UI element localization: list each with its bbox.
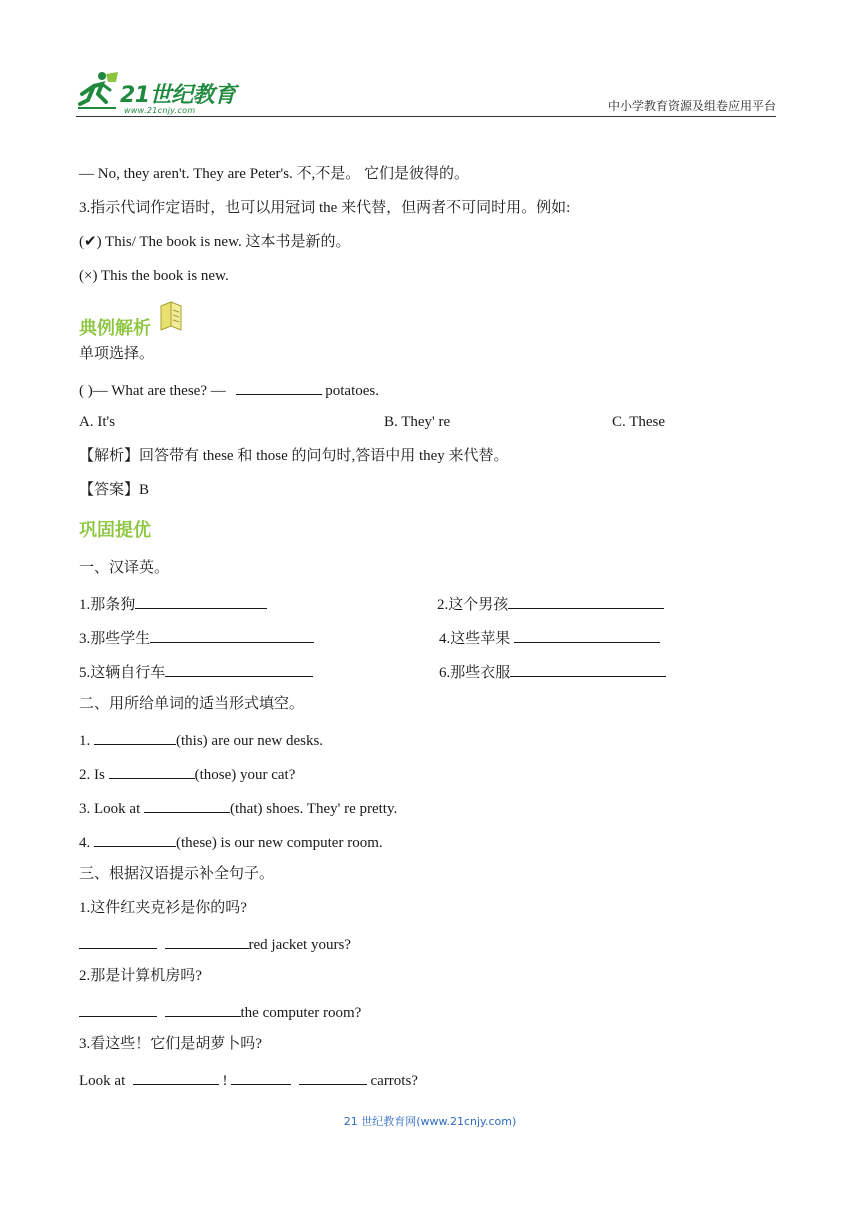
translate-blank[interactable] [165,660,313,677]
fill-blank[interactable] [144,796,230,813]
fill-blank[interactable] [94,830,176,847]
fill-blank[interactable] [109,762,195,779]
fill-item: 1. (this) are our new desks. [79,728,323,751]
sentence-blank[interactable] [231,1068,291,1085]
intro-line: 3.指示代词作定语时，也可以用冠词 the 来代替，但两者不可同时用。例如: [79,200,571,216]
fill-item: 2. Is (those) your cat? [79,762,295,785]
example-heading [79,314,151,340]
part1-title: 一、汉译英。 [79,560,170,576]
logo [76,70,236,114]
platform-label: 中小学教育资源及组卷应用平台 [607,99,776,113]
example-question [79,378,379,401]
translate-blank[interactable] [514,626,660,643]
fill-item: 4. (these) is our new computer room. [79,830,383,853]
intro-line: (×) This the book is new. [79,268,229,284]
sentence-answer: the computer room? [79,1000,361,1023]
sentence-answer: Look at ! carrots? [79,1068,418,1091]
sentence-blank[interactable] [165,932,249,949]
question-prefix: ( )— What are these? — [79,383,230,399]
sentence-prompt: 3.看这些！它们是胡萝卜吗? [79,1036,262,1052]
logo-url-text: www.21cnjy.com [124,106,196,115]
option-c: C. These [612,414,666,430]
book-icon [157,300,185,332]
sentence-prompt: 2.那是计算机房吗? [79,968,202,984]
translate-item: 5.这辆自行车 [79,660,313,683]
option-b: B. They' re [384,414,451,430]
intro-line: — No, they aren't. They are Peter's. 不,不是。 它们是彼得的。 [79,166,470,182]
question-suffix: potatoes. [321,383,379,399]
analysis-text: 【解析】回答带有 these 和 those 的问句时,答语中用 they 来代替。 [79,448,509,464]
page-header [76,64,776,117]
runner-logo-icon [76,70,120,110]
translate-item: 2.这个男孩 [437,592,664,615]
practice-heading: 巩固提优 [79,520,151,541]
fill-blank[interactable] [94,728,176,745]
page-footer: 21 世纪教育网(www.21cnjy.com) [343,1115,517,1128]
sentence-blank[interactable] [79,932,157,949]
option-a: A. It's [79,414,116,430]
translate-blank[interactable] [150,626,314,643]
sentence-blank[interactable] [165,1000,241,1017]
translate-item: 3.那些学生 [79,626,314,649]
translate-item: 4.这些苹果 [439,626,660,649]
example-instruction: 单项选择。 [79,346,155,362]
answer-text: 【答案】B [79,482,150,498]
part2-title: 二、用所给单词的适当形式填空。 [79,696,305,712]
translate-item: 6.那些衣服 [439,660,666,683]
translate-blank[interactable] [135,592,267,609]
sentence-blank[interactable] [299,1068,367,1085]
translate-item: 1.那条狗 [79,592,267,615]
translate-blank[interactable] [510,660,666,677]
sentence-answer: red jacket yours? [79,932,351,955]
sentence-prompt: 1.这件红夹克衫是你的吗? [79,900,247,916]
sentence-blank[interactable] [133,1068,219,1085]
intro-line: (✔) This/ The book is new. 这本书是新的。 [79,234,351,250]
logo-main-text: 21世纪教育 [120,83,236,108]
translate-blank[interactable] [508,592,664,609]
part3-title: 三、根据汉语提示补全句子。 [79,866,275,882]
fill-item: 3. Look at (that) shoes. They' re pretty. [79,796,397,819]
example-heading-text: 典例解析 [79,318,151,339]
answer-blank[interactable] [236,378,322,395]
sentence-blank[interactable] [79,1000,157,1017]
